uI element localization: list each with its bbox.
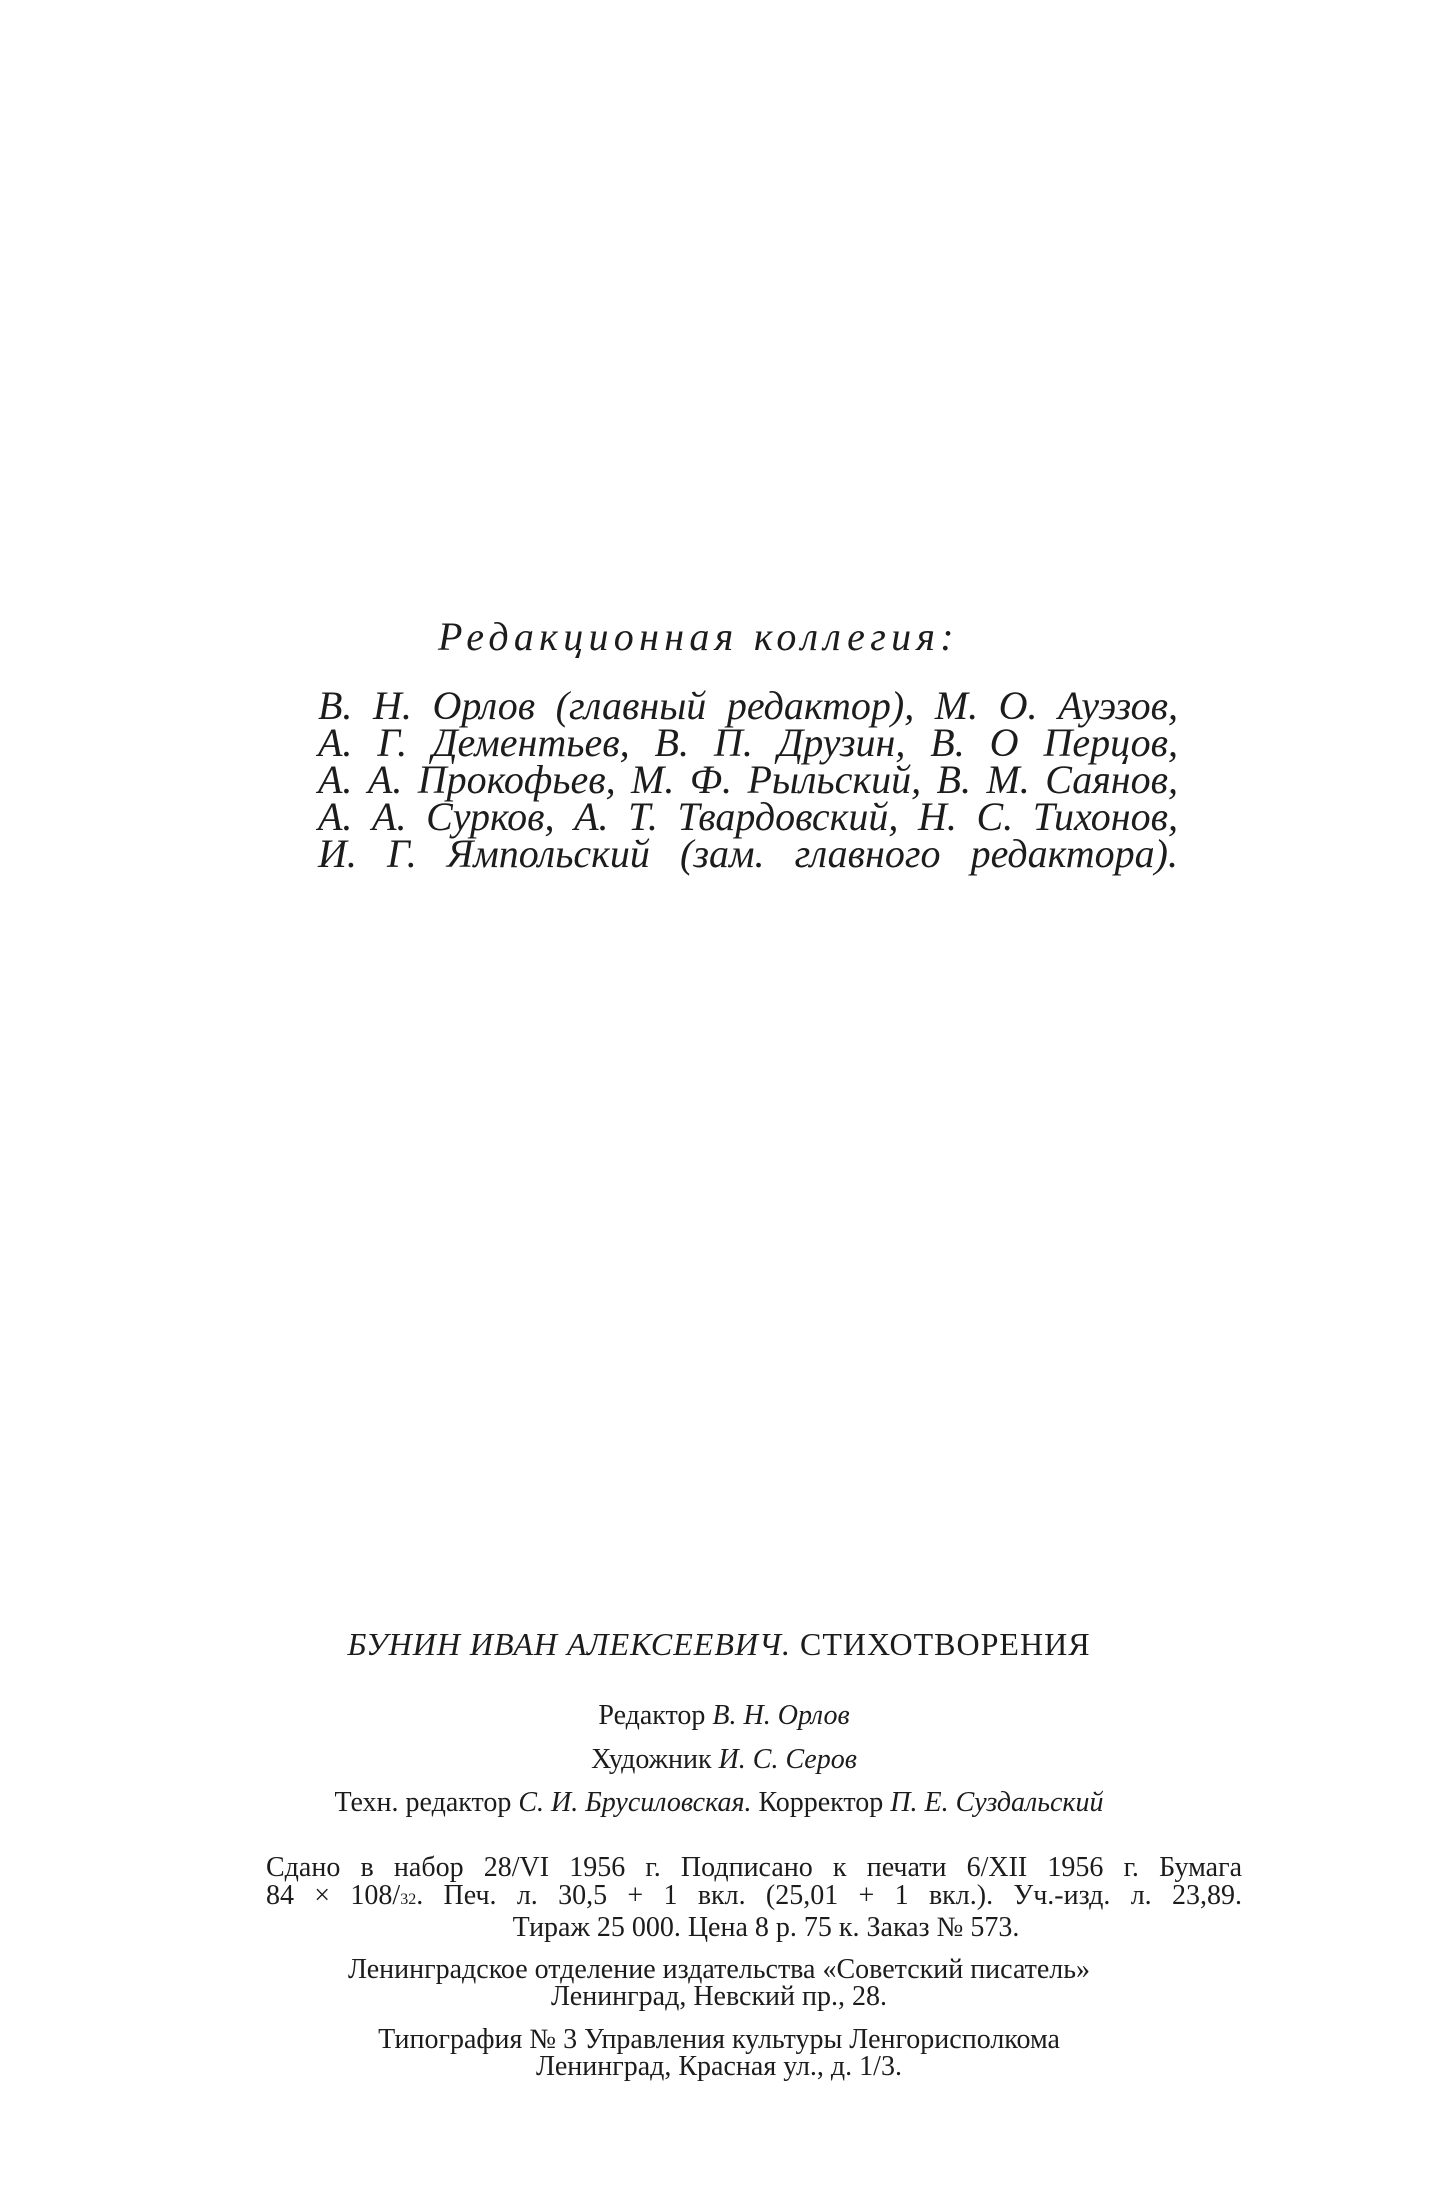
author-name: БУНИН ИВАН АЛЕКСЕЕВИЧ. xyxy=(347,1626,792,1662)
spec-line-print-run: Тираж 25 000. Цена 8 р. 75 к. Заказ № 573. xyxy=(512,1912,1020,1943)
format-fraction: 32 xyxy=(400,1891,417,1908)
tech-editor-label: Техн. редактор xyxy=(334,1787,512,1818)
editorial-board-heading: Редакционная коллегия: xyxy=(438,614,959,659)
spec-line-format xyxy=(266,1882,1242,1914)
board-member-line: А. Г. Дементьев, В. П. Друзин, В. О Перцов, xyxy=(318,720,1178,765)
proofreader-name: П. Е. Суздальский xyxy=(890,1787,1104,1818)
tech-editor-name: С. И. Брусиловская. xyxy=(518,1787,752,1818)
artist-label: Художник xyxy=(591,1744,712,1775)
publisher-address: Ленинград, Невский пр., 28. xyxy=(550,1981,888,2012)
print-specifications xyxy=(266,1854,1242,1942)
proofreader-label: Корректор xyxy=(758,1787,884,1818)
spec-line-dates: Сдано в набор 28/VI 1956 г. Подписано к печати 6/XII 1956 г. Бумага xyxy=(266,1852,1242,1883)
publisher-name: Ленинградское отделение издательства «Советский писатель» xyxy=(347,1954,1091,1985)
board-member-line: В. Н. Орлов (главный редактор), М. О. Ауэзов, xyxy=(318,683,1178,728)
editor-name: В. Н. Орлов xyxy=(712,1700,850,1731)
printer-name: Типография № 3 Управления культуры Ленгорисполкома xyxy=(378,2024,1060,2055)
tech-and-proof-credit xyxy=(0,1787,1438,1819)
printer-info xyxy=(0,2026,1438,2080)
book-title-line xyxy=(0,1626,1438,1663)
artist-name: И. С. Серов xyxy=(718,1744,857,1775)
editorial-board-members xyxy=(318,683,1178,876)
artist-credit xyxy=(0,1744,1438,1776)
editor-label: Редактор xyxy=(598,1700,706,1731)
board-member-line: И. Г. Ямпольский (зам. главного редактора). xyxy=(318,831,1178,876)
editor-credit xyxy=(0,1700,1438,1732)
format-size: 84 × 108/ xyxy=(266,1880,401,1911)
printer-address: Ленинград, Красная ул., д. 1/3. xyxy=(536,2051,902,2082)
sheet-count: . Печ. л. 30,5 + 1 вкл. (25,01 + 1 вкл.). Уч.-изд. л. 23,89. xyxy=(416,1880,1242,1911)
board-member-line: А. А. Прокофьев, М. Ф. Рыльский, В. М. Саянов, xyxy=(318,757,1178,802)
board-member-line: А. А. Сурков, А. Т. Твардовский, Н. С. Тихонов, xyxy=(318,794,1178,839)
book-title: СТИХОТВОРЕНИЯ xyxy=(800,1626,1091,1662)
publisher-info xyxy=(0,1956,1438,2010)
